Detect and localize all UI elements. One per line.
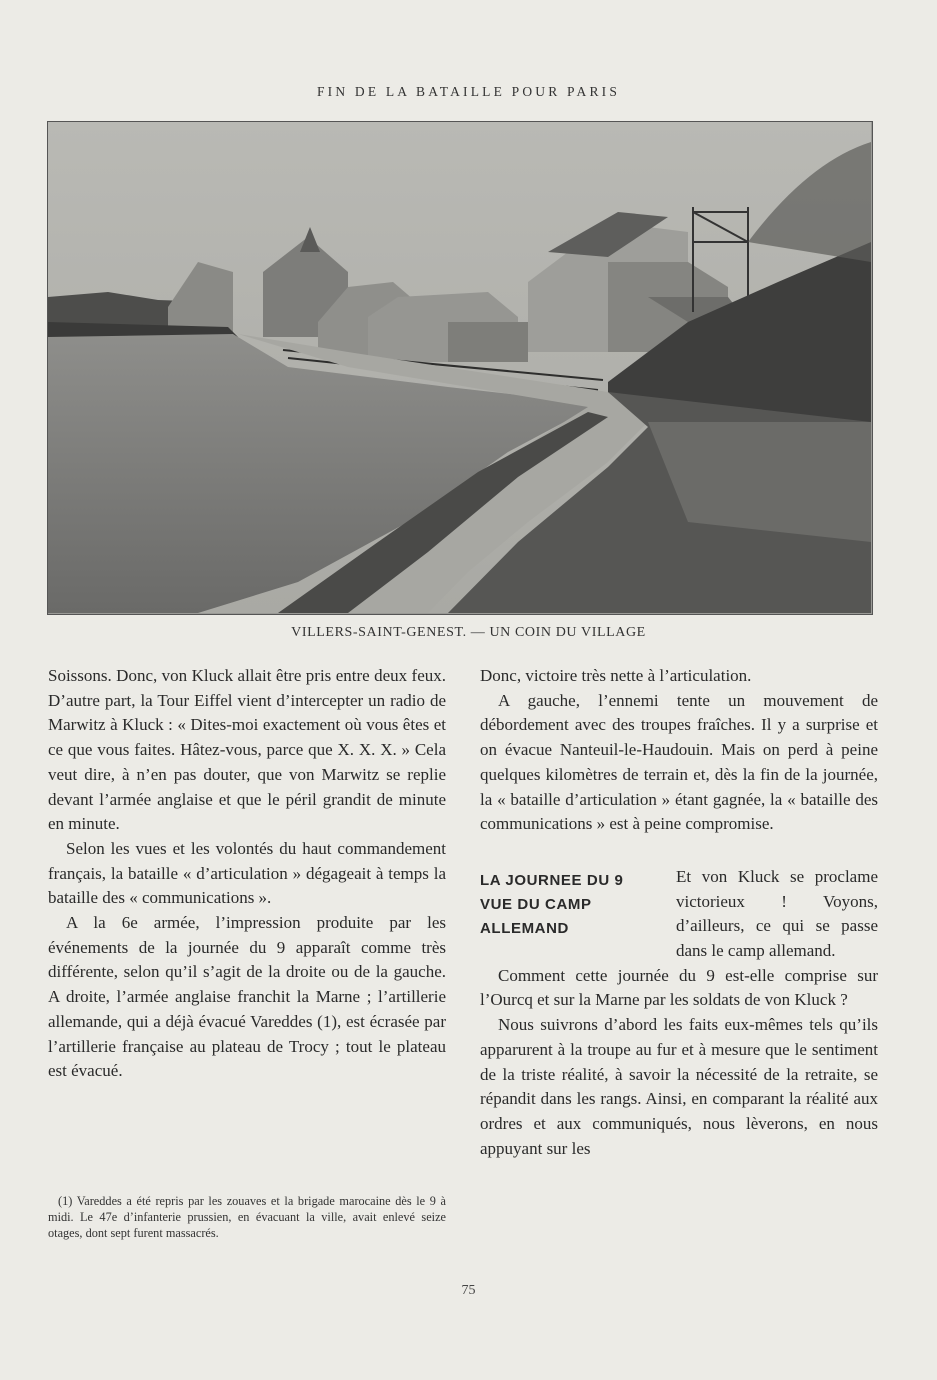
village-pond-photo — [48, 122, 871, 613]
side-heading-line: ALLEMAND — [480, 919, 569, 937]
footnote-text: (1) Vareddes a été repris par les zouaves et la brigade marocaine dès le 9 à midi. Le 47e d’infanterie prussien, en évacuant la ville, avait enlevé seize otages, dont sept furent massacrés. — [48, 1194, 446, 1240]
right-column — [480, 664, 878, 1161]
paragraph: Donc, victoire très nette à l’articulation. — [480, 666, 752, 685]
side-heading — [480, 869, 668, 941]
side-heading-line: VUE DU CAMP — [480, 895, 592, 913]
paragraph: Nous suivrons d’abord les faits eux-mêmes tels qu’ils apparurent à la troupe au fur et à mesure que le sentiment de la triste réalité, à savoir la nécessité de la retraite, se répandit dans les rangs. Ainsi, en comparant la réalité aux ordres et aux communiqués, nous lèverons, en nous appuyant sur les — [480, 1015, 878, 1158]
village-photo — [47, 121, 873, 615]
page-number: 75 — [461, 1283, 476, 1298]
side-heading-line: LA JOURNEE DU 9 — [480, 871, 624, 889]
paragraph: Soissons. Donc, von Kluck allait être pris entre deux feux. D’autre part, la Tour Eiffel vient d’intercepter un radio de Marwitz à Kluck : « Dites-moi exactement où vous êtes et ce que vous faites. Hâtez-vous, parce que X. X. X. » Cela veut dire, à n’en pas douter, que von Marwitz se replie devant l’armée anglaise et que le péril grandit de minute en minute. — [48, 666, 446, 834]
paragraph: Et von Kluck se proclame victorieux ! Voyons, d’ailleurs, ce qui se passe dans le camp allemand. — [676, 866, 878, 961]
running-title: FIN DE LA BATAILLE POUR PARIS — [316, 84, 621, 99]
paragraph: A gauche, l’ennemi tente un mouvement de débordement avec des troupes fraîches. Il y a surprise et on évacue Nanteuil-le-Haudouin. Mais on perd à peine quelques kilomètres de terrain et, dès la fin de la journée, la « bataille d’articulation » étant gagnée, la « bataille des communications » est à peine compromise. — [480, 690, 878, 834]
paragraph: Comment cette journée du 9 est-elle comprise sur l’Ourcq et sur la Marne par les soldats de von Kluck ? — [480, 965, 878, 1010]
section-german-camp — [480, 865, 878, 1161]
figure-caption: VILLERS-SAINT-GENEST. — UN COIN DU VILLAGE — [291, 625, 646, 640]
left-column — [48, 664, 446, 1084]
footnote — [48, 1193, 446, 1241]
paragraph: Selon les vues et les volontés du haut commandement français, la bataille « d’articulation » dégageait à temps la bataille des « communications ». — [48, 838, 446, 908]
paragraph: A la 6e armée, l’impression produite par les événements de la journée du 9 apparaît comme très différente, selon qu’il s’agit de la droite ou de la gauche. A droite, l’armée anglaise franchit la Marne ; l’artillerie allemande, qui a déjà évacué Vareddes (1), est écrasée par l’artillerie française au plateau de Trocy ; tout le plateau est évacué. — [48, 913, 446, 1081]
